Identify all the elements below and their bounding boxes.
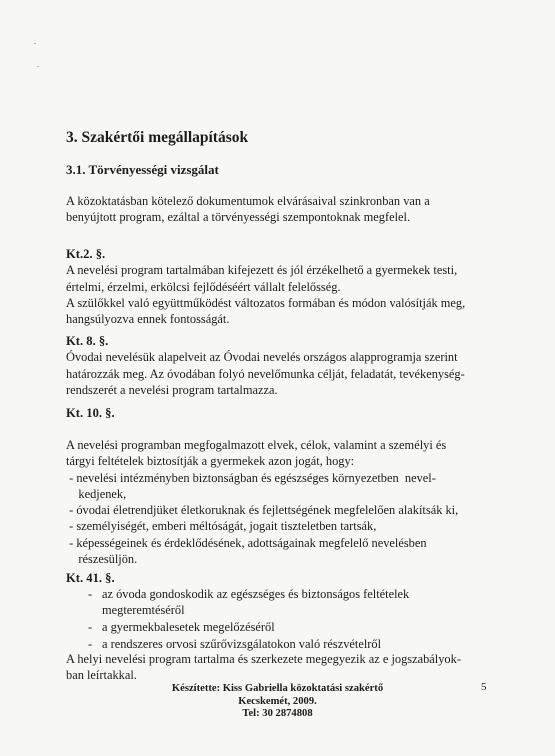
kt10-section bbox=[66, 437, 506, 567]
text-line: A közoktatásban kötelező dokumentumok elvárásaival szinkronban van a bbox=[66, 194, 430, 208]
list-item-continued: megteremtéséről bbox=[102, 603, 185, 618]
text-line: A szülőkkel való együttműködést változatos formában és módon valósítják meg, bbox=[66, 295, 466, 310]
dash-bullet: - bbox=[88, 637, 93, 652]
list-item: az óvoda gondoskodik az egészséges és biztonságos feltételek bbox=[102, 587, 410, 602]
kt8-section bbox=[66, 333, 506, 398]
text-line: hangsúlyozva ennek fontosságát. bbox=[66, 312, 230, 327]
scan-speck bbox=[34, 43, 36, 44]
list-item-continued: részesüljön. bbox=[66, 552, 138, 567]
footer-author: Készítette: Kiss Gabriella közoktatási szakértő bbox=[171, 683, 384, 694]
text-line: rendszerét a nevelési program tartalmazza. bbox=[66, 382, 278, 397]
dash-bullet: - bbox=[88, 587, 93, 602]
list-item: a rendszeres orvosi szűrővizsgálatokon való részvételről bbox=[102, 637, 382, 652]
text-line: A helyi nevelési program tartalma és szerkezete megegyezik az e jogszabályok- bbox=[66, 652, 461, 666]
text-line: határozzák meg. Az óvodában folyó nevelőmunka célját, feladatát, tevékenység- bbox=[66, 366, 465, 381]
kt41-section bbox=[66, 570, 506, 652]
text-line: A nevelési program tartalmában kifejezett és jól érzékelhető a gyermekek testi, bbox=[66, 263, 458, 278]
list-item: - óvodai életrendjüket életkoruknak és fejlettségének megfelelően alakítsák ki, bbox=[66, 503, 459, 518]
kt41-heading: Kt. 41. §. bbox=[66, 571, 115, 585]
kt41-list bbox=[66, 586, 506, 652]
list-item: a gyermekbalesetek megelőzéséről bbox=[102, 620, 275, 635]
page-number: 5 bbox=[481, 681, 487, 693]
kt10-heading-block bbox=[66, 405, 506, 421]
kt10-heading: Kt. 10. §. bbox=[66, 406, 115, 420]
list-item: - személyiségét, emberi méltóságát, jogait tiszteletben tartsák, bbox=[66, 519, 377, 534]
footer bbox=[0, 683, 555, 721]
footer-phone: Tel: 30 2874808 bbox=[242, 708, 313, 719]
text-line: ban leírtakkal. bbox=[66, 668, 137, 683]
text-line: Óvodai nevelésük alapelveit az Óvodai nevelés országos alapprogramja szerint bbox=[66, 350, 458, 365]
footer-place-date: Kecskemét, 2009. bbox=[238, 695, 317, 707]
list-item-continued: kedjenek, bbox=[66, 486, 127, 501]
text-line: tárgyi feltételek biztosítják a gyermekek azon jogát, hogy: bbox=[66, 454, 355, 469]
text-line: értelmi, érzelmi, erkölcsi fejlődéséért vállalt felelősség. bbox=[66, 279, 341, 294]
subsection-title: 3.1. Törvényességi vizsgálat bbox=[66, 162, 219, 177]
kt2-section bbox=[66, 246, 506, 327]
list-item: - nevelési intézményben biztonságban és egészséges környezetben nevel- bbox=[66, 470, 436, 485]
scan-speck bbox=[37, 66, 39, 67]
intro-paragraph bbox=[66, 193, 506, 226]
section-title: 3. Szakértői megállapítások bbox=[66, 129, 249, 146]
list-item: - képességeinek és érdeklődésének, adottságainak megfelelő nevelésben bbox=[66, 535, 427, 550]
kt8-heading: Kt. 8. §. bbox=[66, 334, 109, 348]
text-line: benyújtott program, ezáltal a törvényességi szempontoknak megfelel. bbox=[66, 210, 411, 225]
text-line: A nevelési programban megfogalmazott elvek, célok, valamint a személyi és bbox=[66, 438, 447, 452]
dash-bullet: - bbox=[88, 620, 93, 635]
kt2-heading: Kt.2. §. bbox=[66, 247, 106, 261]
closing-paragraph bbox=[66, 651, 506, 684]
